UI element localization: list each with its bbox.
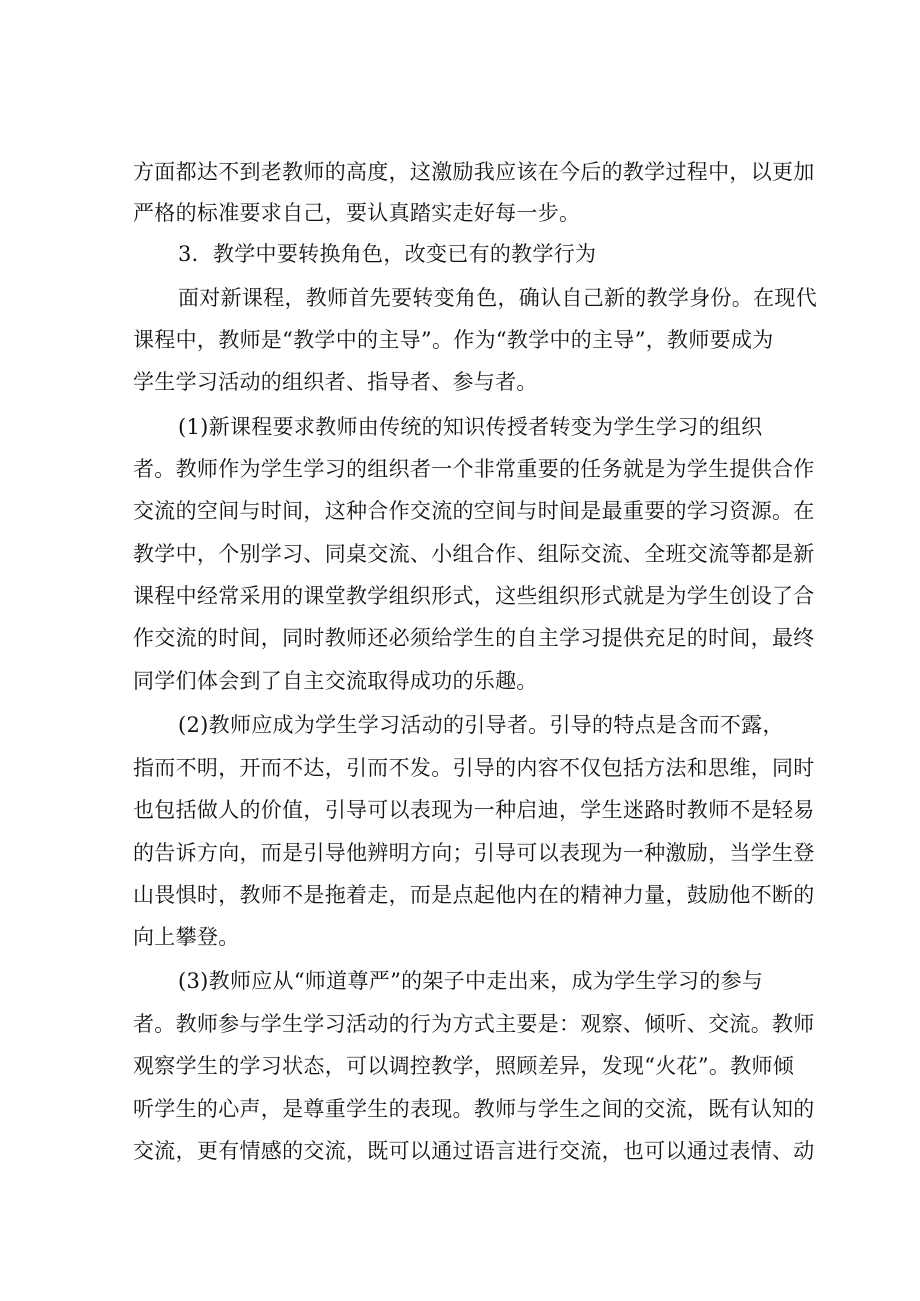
text-line: (3)教师应从“师道尊严”的架子中走出来，成为学生学习的参与 [178, 969, 764, 993]
text-line: 者。教师参与学生学习活动的行为方式主要是：观察、倾听、交流。教师 [133, 1012, 815, 1036]
text-line: 课程中经常采用的课堂教学组织形式，这些组织形式就是为学生创设了合 [133, 584, 815, 608]
text-line: 的告诉方向，而是引导他辨明方向；引导可以表现为一种激励，当学生登 [133, 841, 815, 865]
text-line: 也包括做人的价值，引导可以表现为一种启迪，学生迷路时教师不是轻易 [133, 798, 815, 822]
text-line: 严格的标准要求自己，要认真踏实走好每一步。 [133, 201, 581, 225]
text-line: 面对新课程，教师首先要转变角色，确认自己新的教学身份。在现代 [178, 286, 817, 310]
text-line: 山畏惧时，教师不是拖着走，而是点起他内在的精神力量，鼓励他不断的 [133, 883, 815, 907]
text-line: 同学们体会到了自主交流取得成功的乐趣。 [133, 669, 538, 693]
text-line: 方面都达不到老教师的高度，这激励我应该在今后的教学过程中，以更加 [133, 160, 815, 184]
text-line: 者。教师作为学生学习的组织者一个非常重要的任务就是为学生提供合作 [133, 457, 815, 481]
text-line: 交流的空间与时间，这种合作交流的空间与时间是最重要的学习资源。在 [133, 499, 815, 523]
text-line: (2)教师应成为学生学习活动的引导者。引导的特点是含而不露， [178, 713, 784, 737]
text-line: (1)新课程要求教师由传统的知识传授者转变为学生学习的组织 [178, 415, 763, 439]
text-line: 课程中，教师是“教学中的主导”。作为“教学中的主导”，教师要成为 [133, 328, 774, 352]
text-line: 学生学习活动的组织者、指导者、参与者。 [133, 370, 538, 394]
text-line: 听学生的心声，是尊重学生的表现。教师与学生之间的交流，既有认知的 [133, 1097, 815, 1121]
text-line: 观察学生的学习状态，可以调控教学，照顾差异，发现“火花”。教师倾 [133, 1054, 795, 1078]
text-line: 作交流的时间，同时教师还必须给学生的自主学习提供充足的时间，最终 [133, 626, 815, 650]
text-line: 向上攀登。 [133, 925, 240, 949]
text-line: 指而不明，开而不达，引而不发。引导的内容不仅包括方法和思维，同时 [133, 756, 815, 780]
text-line: 教学中，个别学习、同桌交流、小组合作、组际交流、全班交流等都是新 [133, 542, 815, 566]
text-line: 交流，更有情感的交流，既可以通过语言进行交流，也可以通过表情、动 [133, 1139, 815, 1163]
section-heading: 3．教学中要转换角色，改变已有的教学行为 [178, 242, 597, 266]
